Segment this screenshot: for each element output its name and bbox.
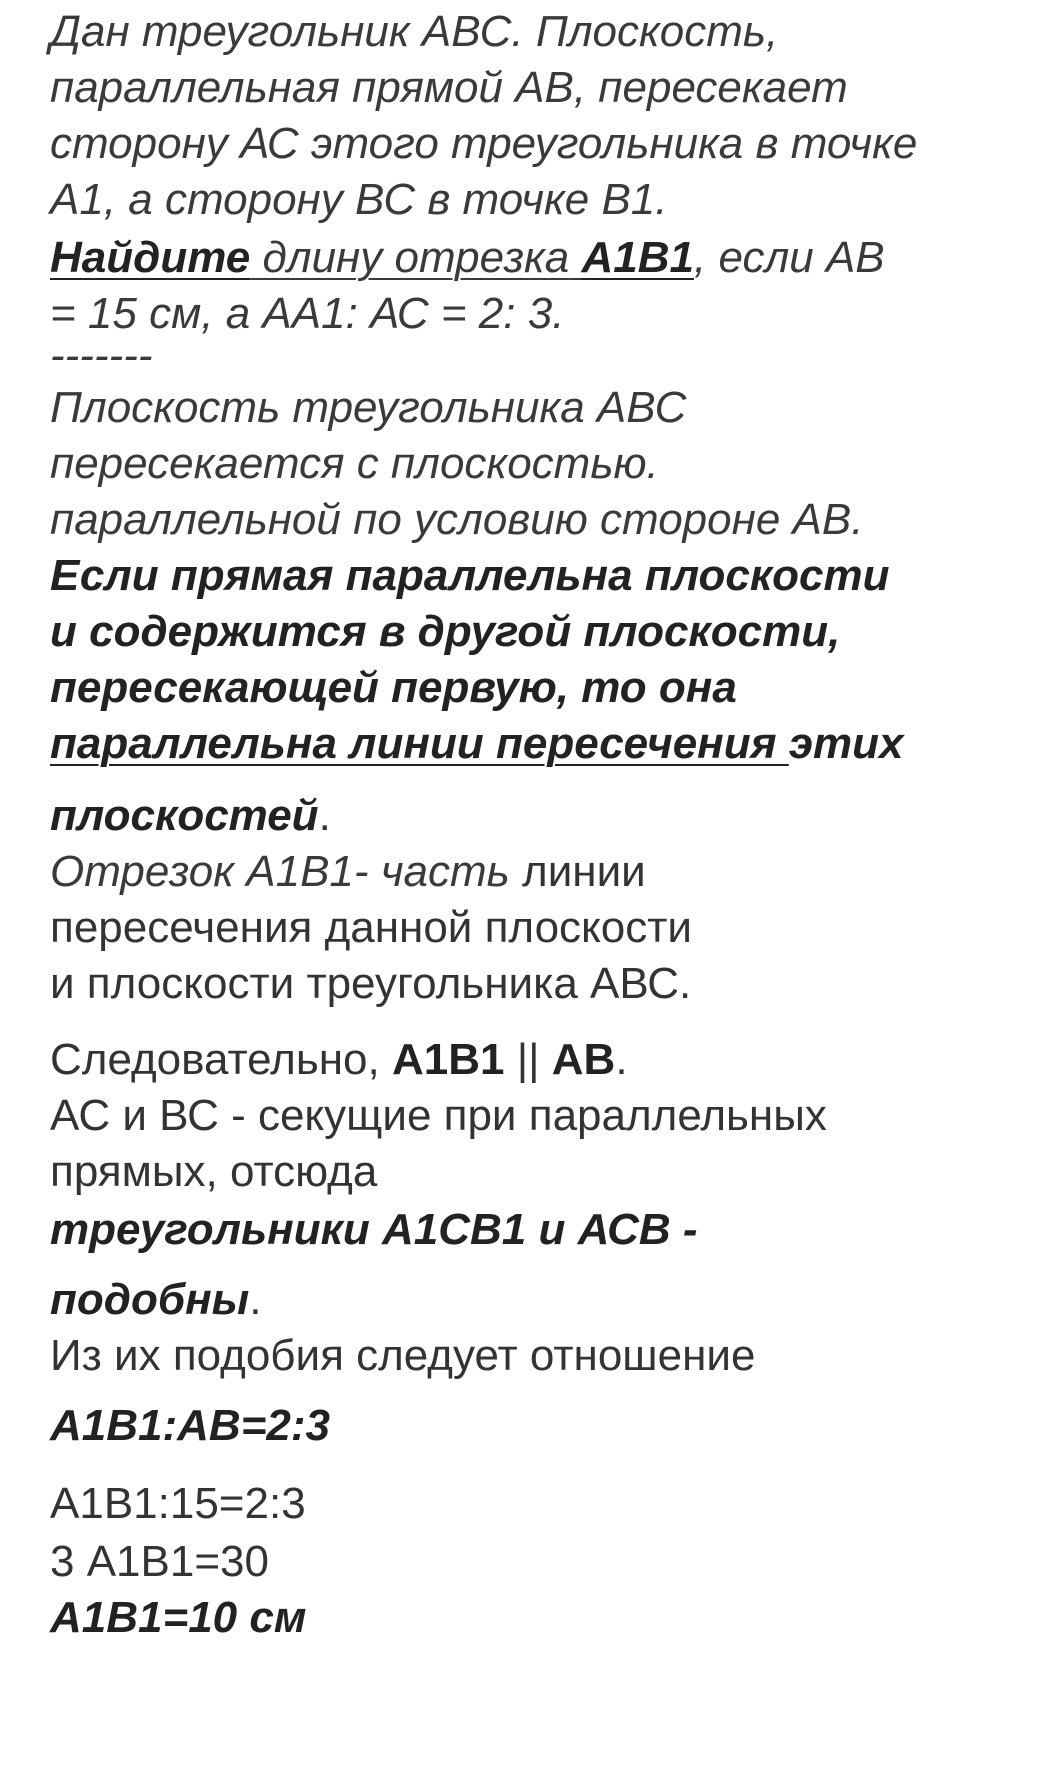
underline-gap	[250, 233, 262, 282]
solution-line-2: пересекается с плоскостью.	[50, 439, 659, 488]
separator: -------	[50, 331, 153, 380]
problem-line-3: сторону АС этого треугольника в точке	[50, 119, 918, 168]
segment-name: А1В1	[581, 233, 695, 282]
equation-line-1: А1В1:15=2:3	[50, 1479, 306, 1528]
theorem-line-3: пересекающей первую, то она	[50, 663, 737, 712]
equation-line-2: 3 А1В1=30	[50, 1537, 269, 1586]
segment-intro-tail: линии	[509, 847, 646, 896]
ratio-line: А1В1:АВ=2:3	[50, 1401, 330, 1450]
conclusion-period: .	[615, 1035, 628, 1084]
theorem-line-1: Если прямая параллельна плоскости	[50, 551, 890, 600]
underline-gap-2	[569, 233, 581, 282]
problem-line-2: параллельная прямой АВ, пересекает	[50, 63, 848, 112]
conclusion-line-1	[50, 1035, 628, 1084]
segment-intro: Отрезок А1В1- часть	[50, 847, 510, 896]
condition-text: , если АВ	[694, 233, 885, 282]
theorem-underlined: параллельна линии пересечения	[50, 719, 789, 768]
theorem-line-4	[50, 719, 904, 768]
similarity-line-2	[50, 1275, 262, 1324]
theorem-end: плоскостей	[50, 791, 319, 840]
similar-period: .	[249, 1275, 262, 1324]
problem-line-4: А1, а сторону ВС в точке В1.	[50, 175, 668, 224]
conclusion-word: Следовательно,	[50, 1035, 392, 1084]
theorem-line-5	[50, 791, 331, 840]
segment-a1b1: А1В1	[391, 1035, 505, 1084]
problem-line-6: = 15 см, а АА1: АС = 2: 3.	[50, 289, 565, 338]
segment-line-3: и плоскости треугольника АВС.	[50, 959, 692, 1008]
theorem-period: .	[318, 791, 331, 840]
conclusion-line-3: прямых, отсюда	[50, 1147, 378, 1196]
conclusion-line-2: АС и ВС - секущие при параллельных	[50, 1091, 827, 1140]
similar-word: подобны	[50, 1275, 250, 1324]
segment-line-1	[50, 847, 646, 896]
answer-line: А1В1=10 см	[50, 1593, 307, 1642]
ratio-intro: Из их подобия следует отношение	[50, 1331, 756, 1380]
problem-line-5	[50, 233, 885, 282]
parallel-sign: ||	[504, 1035, 552, 1084]
find-keyword: Найдите	[50, 233, 251, 282]
segment-line-2: пересечения данной плоскости	[50, 903, 692, 952]
solution-line-1: Плоскость треугольника АВС	[50, 383, 687, 432]
theorem-tail: этих	[788, 719, 904, 768]
problem-line-1: Дан треугольник АВС. Плоскость,	[50, 7, 779, 56]
segment-length-phrase: длину отрезка	[262, 233, 570, 282]
similarity-line-1: треугольники А1СВ1 и АСВ -	[50, 1205, 698, 1254]
segment-ab: АВ	[551, 1035, 616, 1084]
solution-line-3: параллельной по условию стороне АВ.	[50, 495, 864, 544]
theorem-line-2: и содержится в другой плоскости,	[50, 607, 841, 656]
